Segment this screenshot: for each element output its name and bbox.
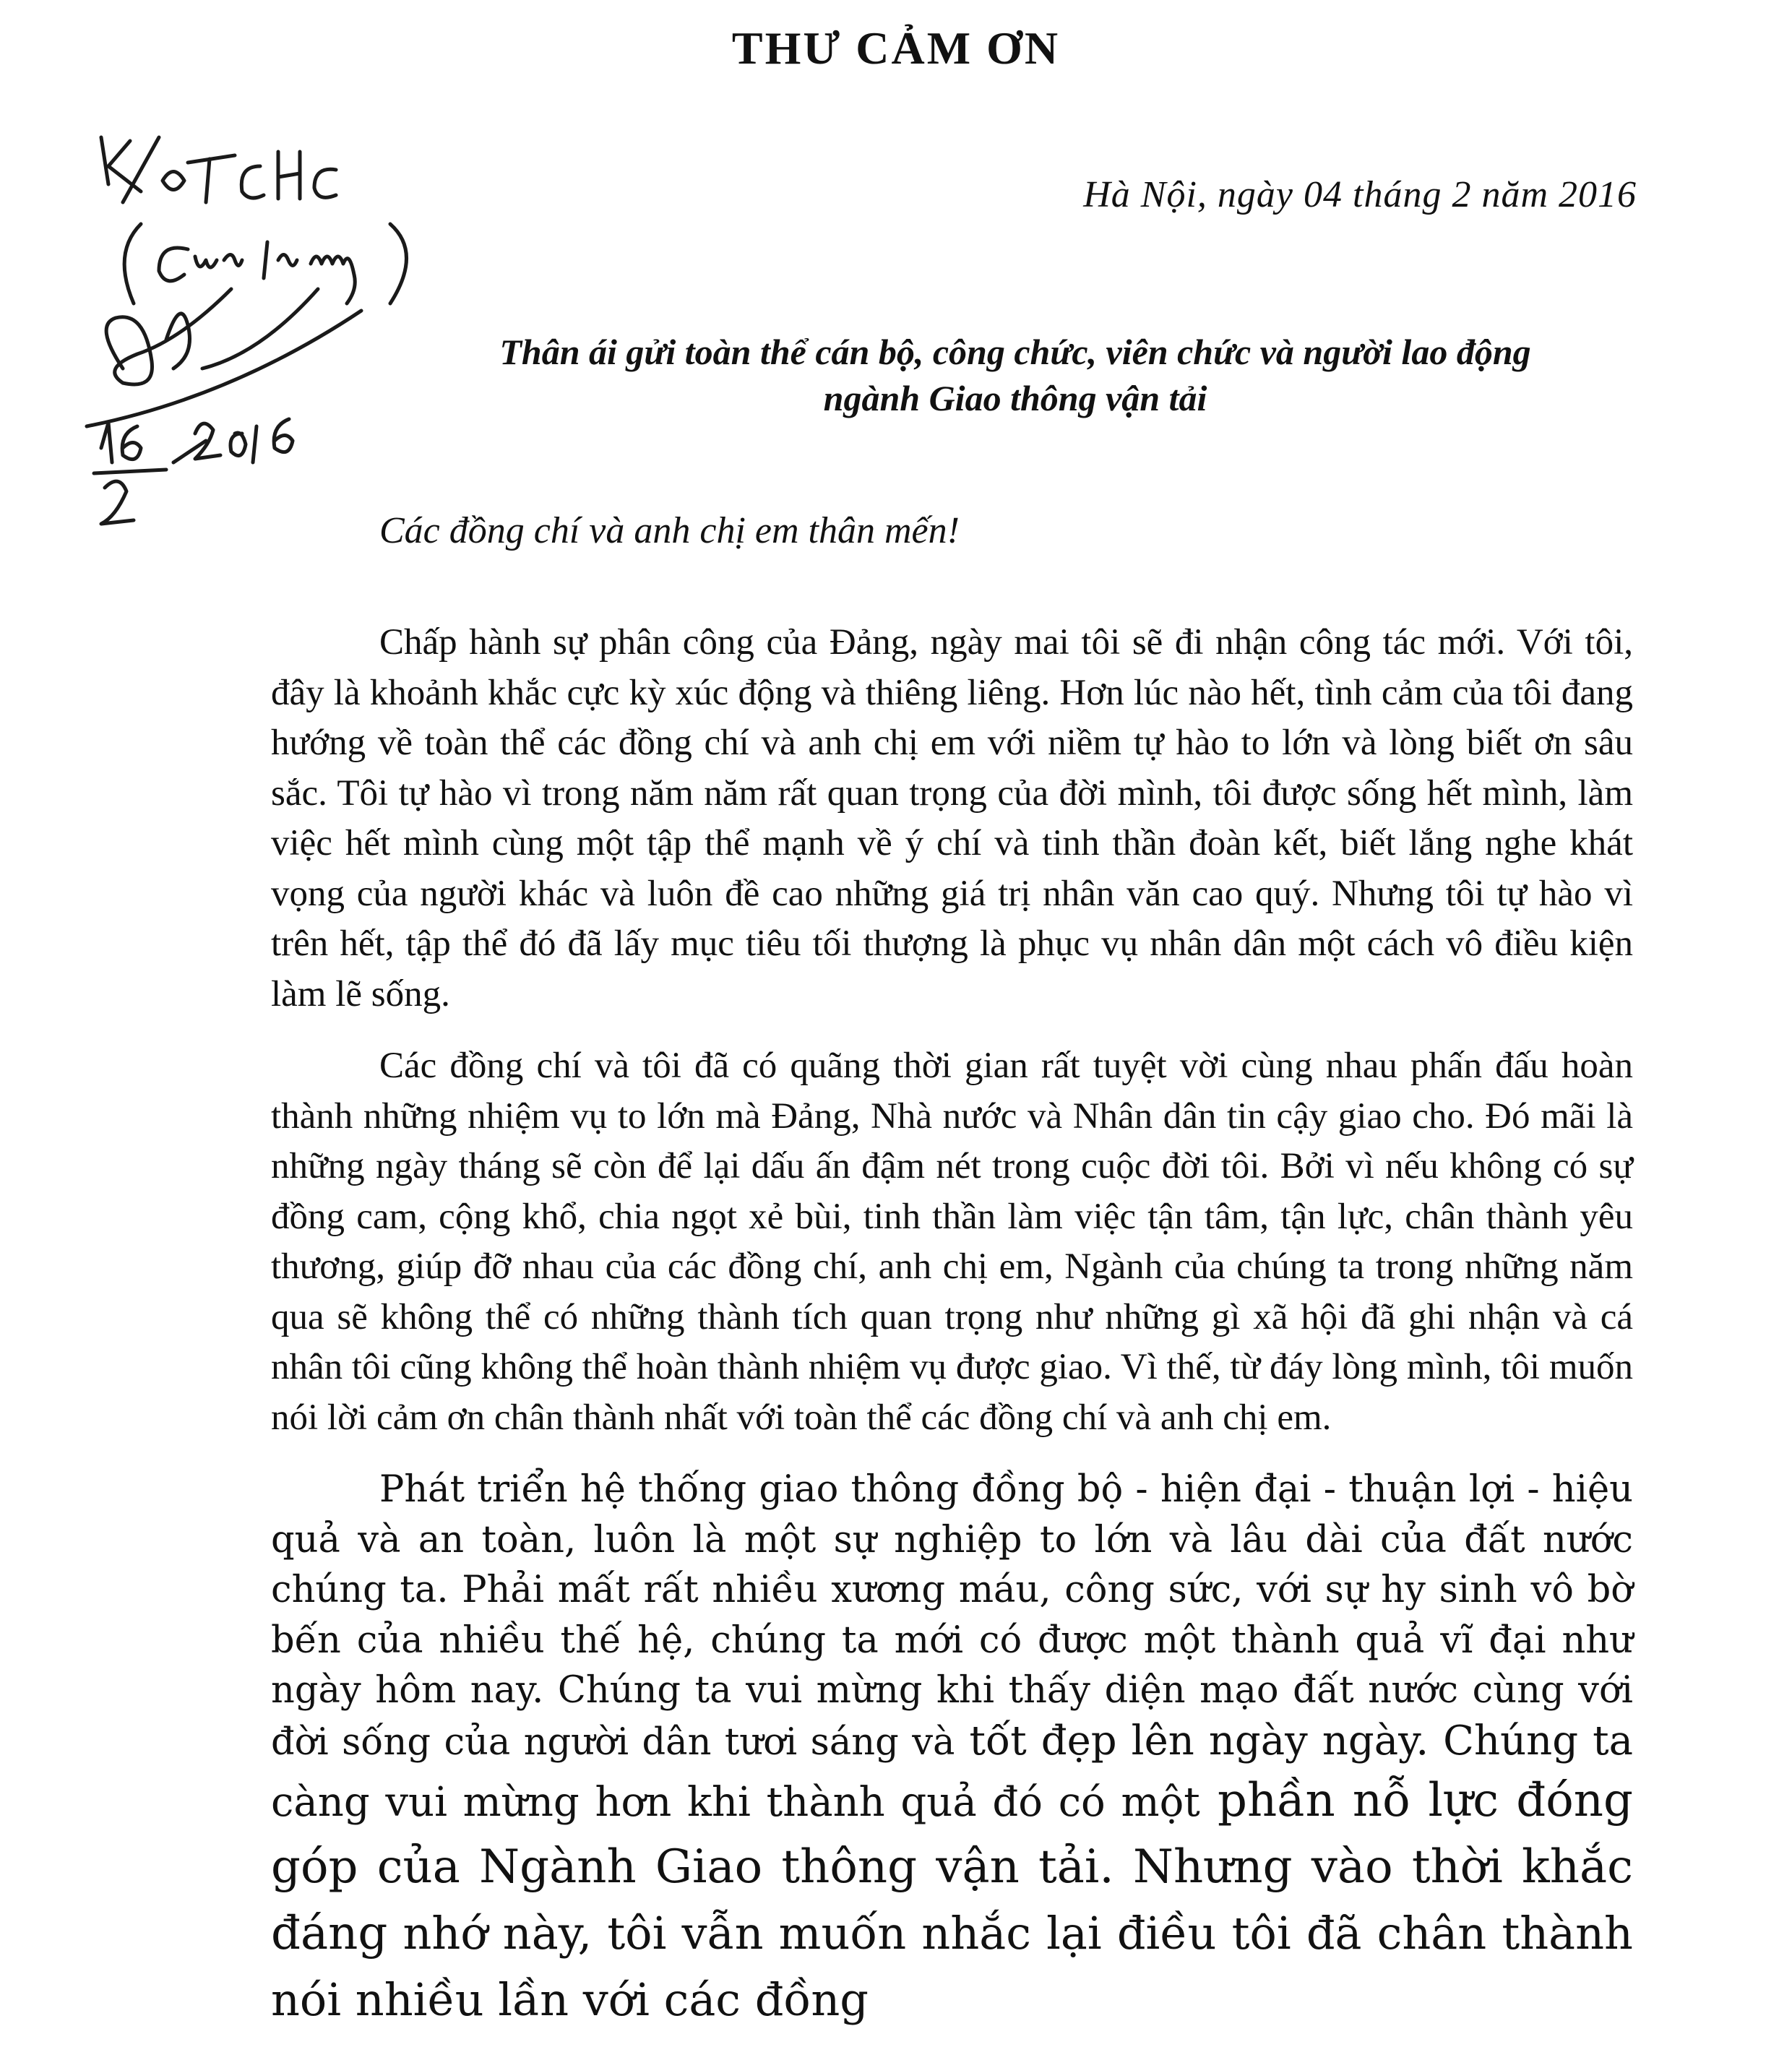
paragraph-segment: phần nỗ lực đóng góp của Ngành Giao thông vận tải. Nhưng vào thời khắc đáng bbox=[271, 1774, 1633, 1960]
document-title: THƯ CẢM ƠN bbox=[731, 22, 1061, 74]
paragraph-segment: tốt đẹp lên ngày ngày. Chúng ta càng vui mừng hơn khi thành quả đó có một bbox=[271, 1717, 1633, 1826]
body-paragraph: Chấp hành sự phân công của Đảng, ngày mai tôi sẽ đi nhận công tác mới. Với tôi, đây là khoảnh khắc cực kỳ xúc động và thiêng liêng. Hơn lúc nào hết, tình cảm của tôi đang hướng về toàn thể các đồng chí và anh chị em với niềm tự hào to lớn và lòng biết ơn sâu sắc. Tôi tự hào vì trong năm năm rất quan trọng của đời mình, tôi được sống hết mình, làm việc hết mình cùng một tập thể mạnh về ý chí và tinh thần đoàn kết, biết lắng nghe khát vọng của người khác và luôn đề cao những giá trị nhân văn cao quý. Nhưng tôi tự hào vì trên hết, tập thể đó đã lấy mục tiêu tối thượng là phục vụ nhân dân một cách vô điều kiện làm lẽ sống. bbox=[271, 622, 1633, 1014]
recipient-block bbox=[401, 329, 1629, 421]
body-paragraph: Các đồng chí và tôi đã có quãng thời gian rất tuyệt vời cùng nhau phấn đấu hoàn thành những nhiệm vụ to lớn mà Đảng, Nhà nước và Nhân dân tin cậy giao cho. Đó mãi là những ngày tháng sẽ còn để lại dấu ấn đậm nét trong cuộc đời tôi. Bởi vì nếu không có sự đồng cam, cộng khổ, chia ngọt xẻ bùi, tinh thần làm việc tận tâm, tận lực, chân thành yêu thương, giúp đỡ nhau của các đồng chí, anh chị em, Ngành của chúng ta trong những năm qua sẽ không thể có những thành tích quan trọng như những gì xã hội đã ghi nhận và cá nhân tôi cũng không thể hoàn thành nhiệm vụ được giao. Vì thế, từ đáy lòng mình, tôi muốn nói lời cảm ơn chân thành nhất với toàn thể các đồng chí và anh chị em. bbox=[271, 1046, 1633, 1438]
handwritten-annotation bbox=[79, 123, 513, 527]
paragraph-segment: Phát triển hệ thống giao thông đồng bộ - hiện đại - thuận lợi - hiệu quả và an toàn, luôn là một sự nghiệp to lớn và lâu dài của đất nước chúng ta. Phải mất rất nhiều xương máu, công sức, với sự hy sinh vô bờ bến của nhiều thế hệ, chúng ta mới có được một thành quả vĩ đại như ngày hôm nay. Chúng ta vui mừng khi thấy diện mạo đất nước cùng với đời sống của người dân tươi sáng và bbox=[271, 1468, 1633, 1764]
place-and-date: Hà Nội, ngày 04 tháng 2 năm 2016 bbox=[1083, 174, 1637, 215]
body-paragraph-last bbox=[271, 1465, 1633, 2033]
salutation: Các đồng chí và anh chị em thân mến! bbox=[379, 510, 960, 551]
paragraph-segment: nhớ này, tôi vẫn muốn nhắc lại điều tôi đã chân thành nói nhiều lần với các đồng bbox=[271, 1907, 1633, 2026]
recipient-line: ngành Giao thông vận tải bbox=[823, 378, 1207, 418]
recipient-line: Thân ái gửi toàn thể cán bộ, công chức, viên chức và người lao động bbox=[499, 332, 1531, 372]
letter-body bbox=[271, 618, 1633, 2055]
handwritten-signature-drawing bbox=[79, 123, 513, 527]
